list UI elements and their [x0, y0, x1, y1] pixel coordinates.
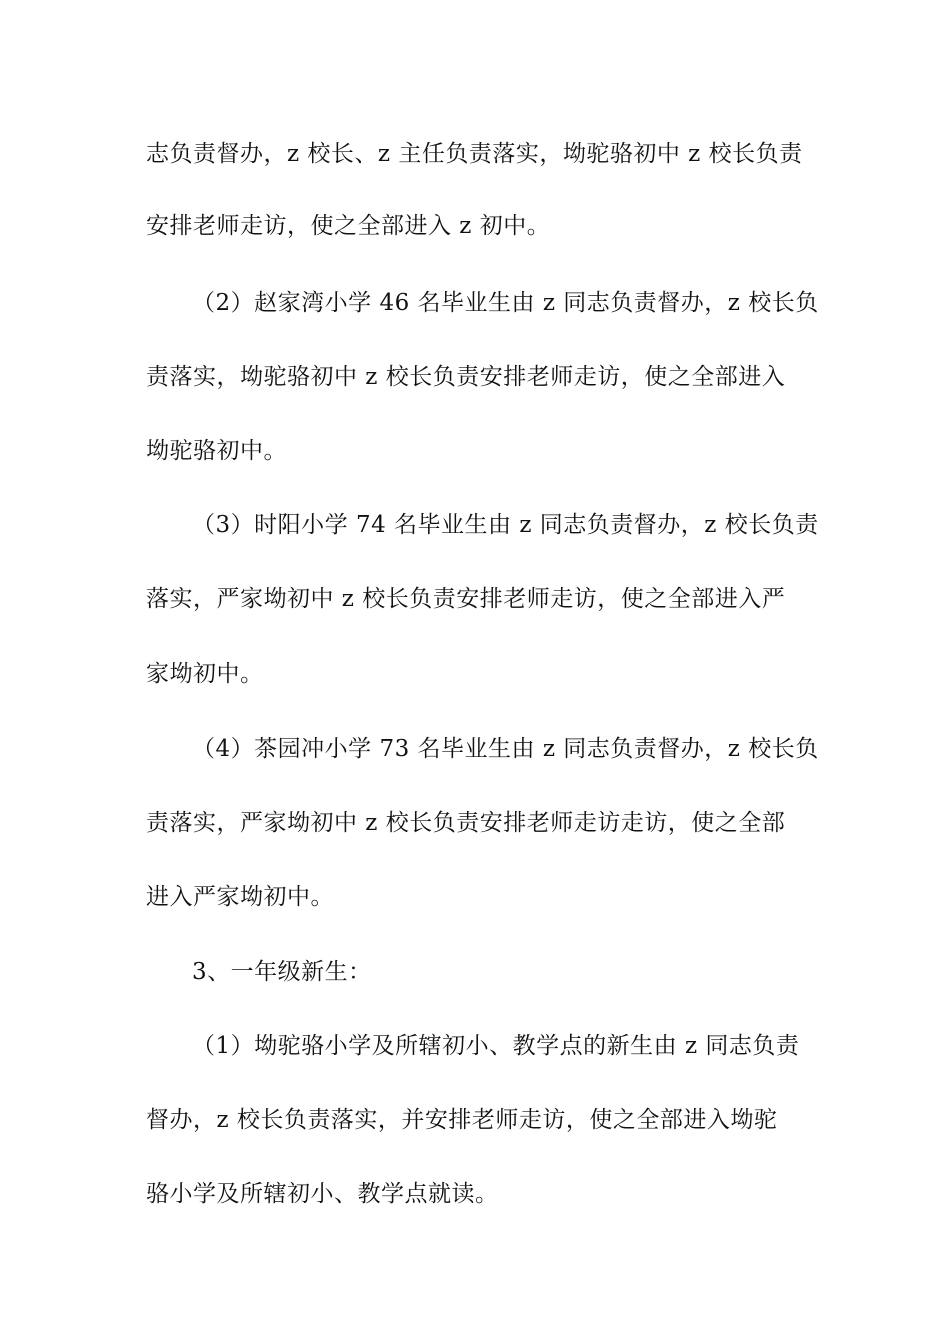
text-line: （3）时阳小学 74 名毕业生由 z 同志负责督办，z 校长负责: [192, 512, 819, 538]
text-line: 安排老师走访，使之全部进入 z 初中。: [146, 213, 551, 239]
text-line: 志负责督办，z 校长、z 主任负责落实，坳驼骆初中 z 校长负责: [146, 141, 803, 167]
text-line: 督办，z 校长负责落实，并安排老师走访，使之全部进入坳驼: [146, 1107, 778, 1133]
text-line: 3、一年级新生：: [192, 959, 372, 985]
text-line: 家坳初中。: [146, 661, 264, 687]
text-line: （1）坳驼骆小学及所辖初小、教学点的新生由 z 同志负责: [192, 1033, 800, 1059]
text-line: （4）茶园冲小学 73 名毕业生由 z 同志负责督办，z 校长负: [192, 736, 819, 762]
text-line: 坳驼骆初中。: [146, 438, 287, 464]
text-line: 责落实，坳驼骆初中 z 校长负责安排老师走访，使之全部进入: [146, 364, 786, 390]
text-line: （2）赵家湾小学 46 名毕业生由 z 同志负责督办，z 校长负: [192, 290, 819, 316]
text-line: 责落实，严家坳初中 z 校长负责安排老师走访走访，使之全部: [146, 810, 786, 836]
text-line: 落实，严家坳初中 z 校长负责安排老师走访，使之全部进入严: [146, 586, 786, 612]
text-line: 进入严家坳初中。: [146, 884, 334, 910]
text-line: 骆小学及所辖初小、教学点就读。: [146, 1181, 499, 1207]
